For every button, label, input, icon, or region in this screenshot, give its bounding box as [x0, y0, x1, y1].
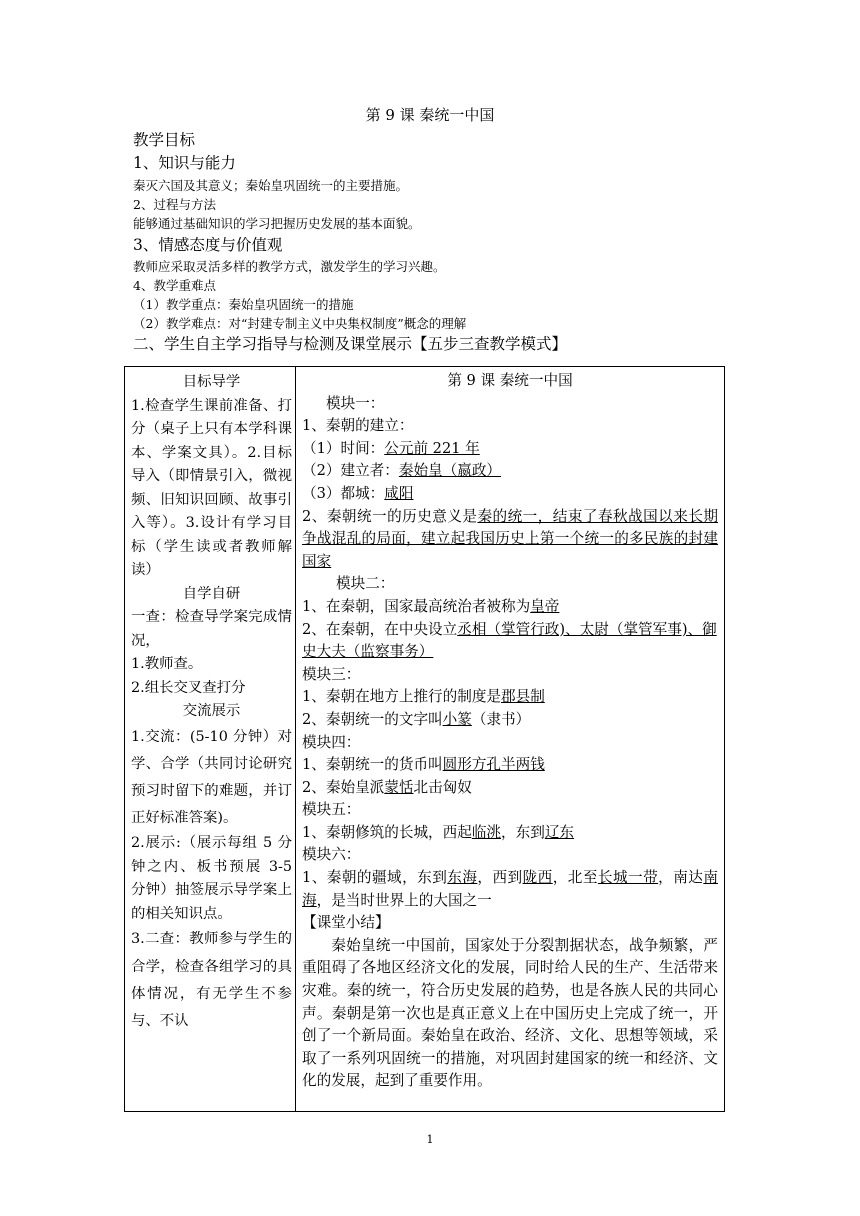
- territory-west: 陇西: [522, 869, 553, 887]
- territory-north-label: ，北至: [552, 869, 598, 887]
- general-answer: 蒙恬: [384, 778, 414, 796]
- module-four-item2: [302, 777, 718, 800]
- left-paragraph-teacher-check: 1.教师查。: [131, 656, 203, 672]
- left-paragraph-goal: 1.检查学生课前准备、打分（桌子上只有本学科课本、学案文具）。2.目标导入（即情景引入，微视频、旧知识回顾、故事引入等）。3.设计有学习目标（学生读或者教师解读）: [131, 397, 292, 578]
- module-six-item1: [302, 867, 718, 912]
- wall-east-answer: 辽东: [544, 823, 575, 841]
- knowledge-ability-title: 1、知识与能力: [133, 154, 236, 172]
- territory-south: 南海: [302, 869, 718, 909]
- left-heading-selfstudy: 自学自研: [182, 585, 241, 602]
- left-paragraph-check2: 3.二查：教师参与学生的合学，检查各组学习的具体情况，有无学生不参与、不认: [131, 931, 292, 1029]
- difficulty-text: （2）教学难点：对“封建专制主义中央集权制度”概念的理解: [133, 316, 467, 331]
- module-four-heading: 模块四：: [302, 733, 361, 751]
- script-suffix: （隶书）: [471, 710, 531, 728]
- territory-north: 长城一带: [597, 869, 659, 887]
- lesson-table: [124, 366, 725, 1112]
- local-system-label: 1、秦朝在地方上推行的制度是: [302, 688, 502, 706]
- process-method-title: 2、过程与方法: [133, 197, 216, 212]
- key-point-text: （1）教学重点：秦始皇巩固统一的措施: [133, 297, 354, 312]
- capital-answer: 咸阳: [384, 484, 414, 502]
- currency-label: 1、秦朝统一的货币叫: [302, 756, 443, 774]
- wall-west-answer: 临洮: [471, 823, 502, 841]
- left-column: [125, 367, 296, 1112]
- module-one-heading: 模块一：: [326, 394, 385, 412]
- objectives-heading: 教学目标: [133, 131, 196, 149]
- founder-answer: 秦始皇（嬴政）: [398, 462, 502, 480]
- module-one-significance: [302, 506, 718, 574]
- key-difficulty-title: 4、教学重难点: [133, 278, 216, 293]
- module-one-time: [302, 438, 718, 461]
- summary-paragraph: 秦始皇统一中国前，国家处于分裂割据状态，战争频繁，严重阻碍了各地区经济文化的发展，同时给人民的生产、生活带来灾难。秦的统一，符合历史发展的趋势，也是各族人民的共同心声。秦朝是第一次也是真正意义上在中国历史上完成了统一，开创了一个新局面。秦始皇在政治、经济、文化、思想等领域，采取了一系列巩固统一的措施，对巩固封建国家的统一和经济、文化的发展，起到了重要作用。: [302, 936, 718, 1090]
- module-one-item1: 1、秦朝的建立：: [302, 417, 414, 435]
- territory-label: 1、秦朝的疆域，东到: [302, 869, 448, 887]
- module-three-item1: [302, 686, 718, 709]
- central-offices-label: 2、在秦朝，在中央设立: [302, 620, 458, 638]
- right-column: [296, 367, 725, 1112]
- summary-heading: 【课堂小结】: [302, 914, 390, 932]
- emotion-value-title: 3、情感态度与价值观: [133, 236, 283, 254]
- module-three-item2: [302, 709, 718, 732]
- left-paragraph-check1: 一查：检查导学案完成情况，: [131, 609, 292, 649]
- left-paragraph-leader-check: 2.组长交叉查打分: [131, 679, 246, 696]
- significance-label: 2、秦朝统一的历史意义是: [302, 507, 478, 525]
- founder-label: （2）建立者：: [302, 462, 399, 480]
- script-answer: 小篆: [442, 710, 472, 728]
- territory-end: ，是当时世界上的大国之一: [316, 891, 492, 909]
- lesson-title: 第 9 课 秦统一中国: [365, 106, 495, 124]
- left-paragraph-display: 2.展示:（展示每组 5 分钟之内、板书预展 3-5 分钟）抽签展示导学案上的相关知识点。: [131, 835, 292, 922]
- wall-mid: ，东到: [501, 823, 545, 841]
- central-offices-answer: 丞相（掌管行政)、太尉（掌管军事)、御史大夫（监察事务）: [302, 620, 717, 661]
- time-answer: 公元前 221 年: [384, 439, 480, 457]
- right-lesson-title: 第 9 课 秦统一中国: [447, 372, 573, 389]
- module-three-heading: 模块三：: [302, 665, 361, 683]
- knowledge-ability-text: 秦灭六国及其意义；秦始皇巩固统一的主要措施。: [133, 178, 409, 193]
- module-one-capital: [302, 483, 718, 506]
- process-method-text: 能够通过基础知识的学习把握历史发展的基本面貌。: [133, 216, 421, 231]
- territory-east: 东海: [447, 869, 478, 887]
- currency-answer: 圆形方孔半两钱: [442, 756, 545, 774]
- script-label: 2、秦朝统一的文字叫: [302, 710, 443, 728]
- ruler-title-answer: 皇帝: [530, 597, 560, 615]
- module-one-founder: [302, 460, 718, 483]
- emotion-value-text: 教师应采取灵活多样的教学方式，激发学生的学习兴趣。: [133, 259, 446, 274]
- significance-answer: 秦的统一，结束了春秋战国以来长期争战混乱的局面，建立起我国历史上第一个统一的多民族的封建国家: [302, 507, 718, 570]
- wall-label: 1、秦朝修筑的长城，西起: [302, 823, 472, 841]
- capital-label: （3）都城：: [302, 484, 385, 502]
- ruler-title-label: 1、在秦朝，国家最高统治者被称为: [302, 597, 531, 615]
- module-two-heading: 模块二：: [336, 575, 395, 593]
- page-number: 1: [426, 1133, 434, 1146]
- left-paragraph-exchange: 1.交流：(5-10 分钟）对学、合学（共同讨论研究预习时留下的难题，并订正好标准答案)。: [131, 728, 292, 827]
- module-four-item1: [302, 754, 718, 777]
- general-label: 2、秦始皇派: [302, 778, 385, 796]
- module-six-heading: 模块六：: [302, 846, 361, 864]
- left-heading-goal: 目标导学: [182, 374, 241, 390]
- section-two-heading: 二、学生自主学习指导与检测及课堂展示【五步三查教学模式】: [133, 335, 568, 353]
- module-two-item1: [302, 596, 718, 619]
- local-system-answer: 郡县制: [501, 688, 545, 706]
- general-suffix: 北击匈奴: [413, 778, 472, 796]
- territory-west-label: ，西到: [477, 869, 523, 887]
- time-label: （1）时间：: [302, 439, 385, 457]
- left-heading-exchange: 交流展示: [182, 703, 241, 719]
- module-five-heading: 模块五：: [302, 801, 361, 819]
- territory-south-label: ，南达: [658, 869, 704, 887]
- module-five-item1: [302, 822, 718, 845]
- module-two-item2: [302, 619, 718, 664]
